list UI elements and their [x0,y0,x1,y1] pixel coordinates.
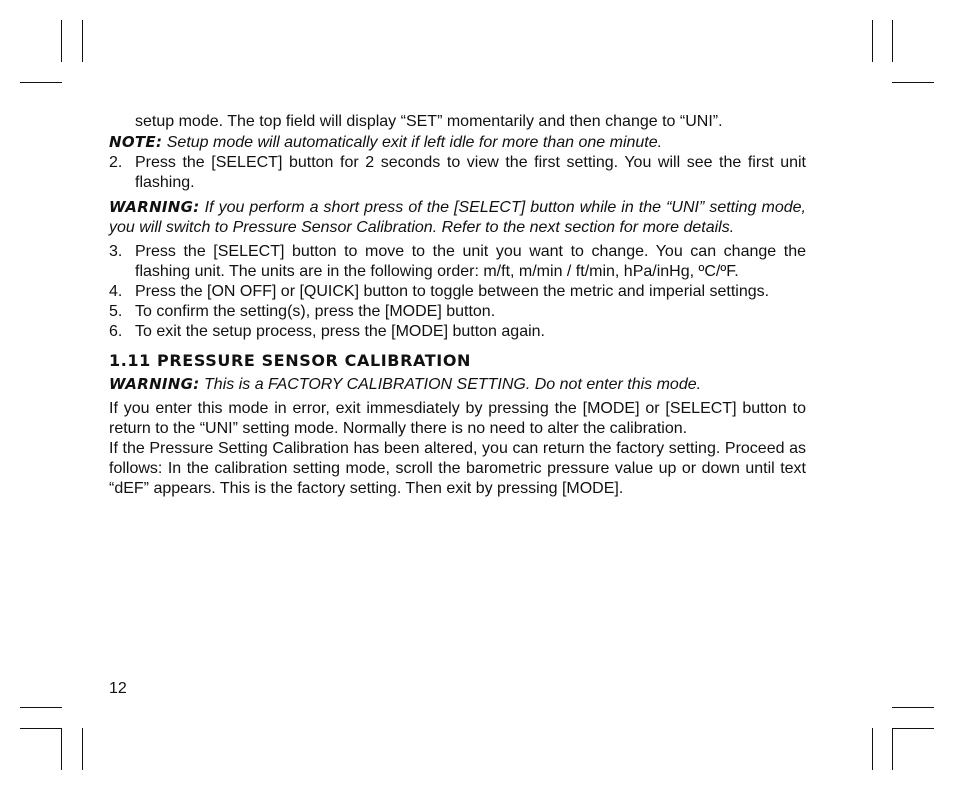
note-label: NOTE: [109,133,163,151]
list-item-text: To confirm the setting(s), press the [MODE] button. [135,303,496,320]
list-item-step-5 [109,302,806,322]
crop-mark-top-left-h [20,82,62,83]
note-text: Setup mode will automatically exit if left idle for more than one minute. [162,134,663,151]
list-number: 6. [109,323,123,340]
warning-text: This is a FACTORY CALIBRATION SETTING. Do not enter this mode. [199,376,702,393]
list-item-text: To exit the setup process, press the [MODE] button again. [135,323,545,340]
list-item-step-3 [109,242,806,282]
page-number: 12 [109,680,127,697]
crop-mark-bottom-right-h2 [892,728,934,729]
warning-label: WARNING: [109,375,200,393]
list-item-step-2 [109,153,806,193]
note-paragraph [109,132,806,153]
list-number: 5. [109,303,123,320]
warning-paragraph-uni [109,197,806,238]
crop-mark-bottom-left-h [20,707,62,708]
list-item-text: Press the [SELECT] button for 2 seconds to view the first setting. You will see the first unit flashing. [135,154,806,191]
crop-mark-bottom-right-v1 [872,728,873,770]
list-number: 4. [109,283,123,300]
document-body [109,112,806,499]
crop-mark-top-right-h [892,82,934,83]
crop-mark-top-left-v1 [61,20,62,62]
crop-mark-bottom-right-h [892,707,934,708]
list-item-text: Press the [ON OFF] or [QUICK] button to toggle between the metric and imperial settings. [135,283,770,300]
list-item-text: Press the [SELECT] button to move to the unit you want to change. You can change the flashing unit. The units are in the following order: m/ft, m/min / ft/min, hPa/inHg, ºC/ºF. [135,243,806,280]
section-heading: 1.11 PRESSURE SENSOR CALIBRATION [109,351,472,370]
list-number: 3. [109,243,123,260]
warning-paragraph-factory [109,374,806,395]
warning-text: If you perform a short press of the [SELECT] button while in the “UNI” setting mode, you will switch to Pressure Sensor Calibration. Refer to the next section for more details. [109,199,806,236]
crop-mark-bottom-left-v2 [82,728,83,770]
crop-mark-top-right-v1 [872,20,873,62]
list-number: 2. [109,154,123,171]
list-item-step-4 [109,282,806,302]
body-paragraph-error: If you enter this mode in error, exit immesdiately by pressing the [MODE] or [SELECT] button to return to the “UNI” setting mode. Normally there is no need to alter the calibration. [109,400,806,437]
crop-mark-bottom-right-v2 [892,728,893,770]
crop-mark-top-right-v2 [892,20,893,62]
crop-mark-bottom-left-v1 [61,728,62,770]
list-item-step-6 [109,322,806,342]
continuation-paragraph: setup mode. The top field will display “SET” momentarily and then change to “UNI”. [135,113,723,130]
crop-mark-top-left-v2 [82,20,83,62]
crop-mark-bottom-left-h2 [20,728,62,729]
warning-label: WARNING: [109,198,200,216]
body-paragraph-reset: If the Pressure Setting Calibration has been altered, you can return the factory setting. Proceed as follows: In the calibration setting mode, scroll the barometric pressure value up or down until text “dEF” appears. This is the factory setting. Then exit by pressing [MODE]. [109,440,806,497]
